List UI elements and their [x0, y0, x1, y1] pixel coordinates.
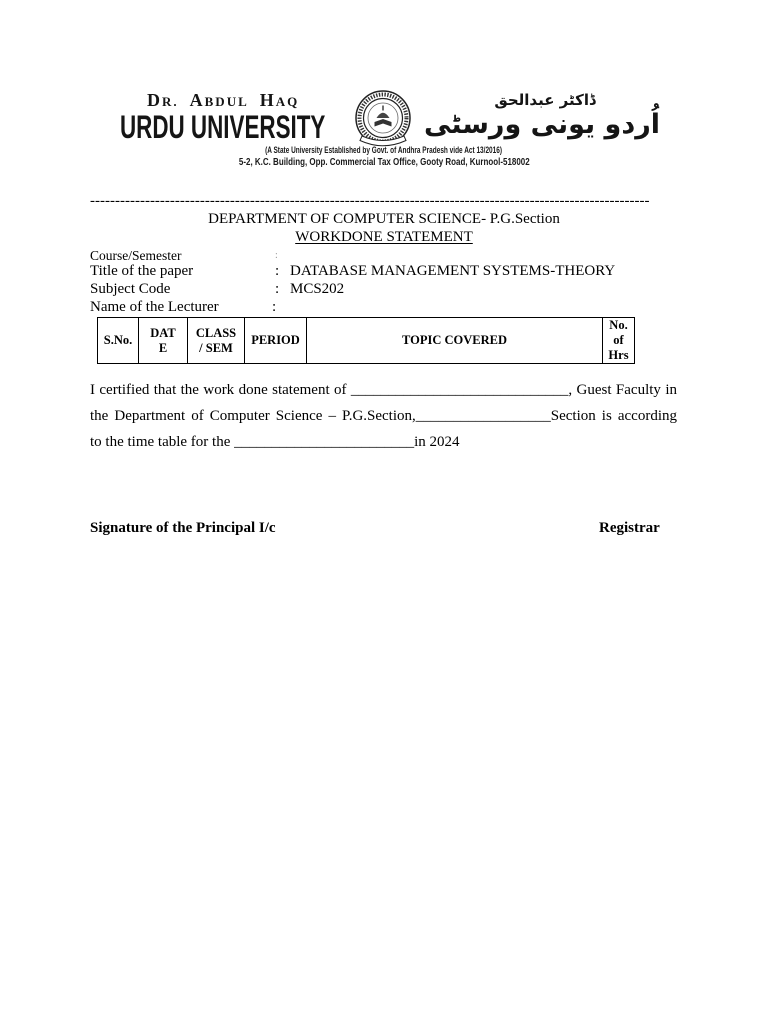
column-label: TOPIC COVERED [402, 333, 507, 347]
university-name-english: URDU UNIVERSITY [120, 109, 326, 145]
dashed-separator: ---------------------------------------------------------------------------------------------------------------- [90, 193, 650, 209]
certification-line: to the time table for the ________________________in 2024 [90, 434, 460, 450]
column-no-of-hours [603, 318, 635, 364]
field-label: Title of the paper [90, 263, 194, 279]
column-label: DATE [150, 325, 176, 355]
field-value: DATABASE MANAGEMENT SYSTEMS-THEORY [290, 263, 616, 279]
founder-name-word: ABDUL [189, 90, 249, 110]
column-serial-no [98, 318, 139, 364]
column-class-sem [188, 318, 245, 364]
founder-name-urdu: ڈاکٹر عبدالحق [494, 91, 596, 109]
certification-paragraph [90, 377, 677, 455]
field-colon: : [275, 281, 280, 297]
establishment-note-text: (A State University Established by Govt. of Andhra Pradesh vide Act 13/2016) [265, 145, 503, 155]
column-topic-covered [307, 318, 603, 364]
establishment-note [0, 145, 768, 156]
workdone-table [97, 317, 635, 364]
field-lecturer-name [90, 299, 690, 317]
column-label: No. of Hrs [608, 318, 629, 362]
university-logo [349, 90, 417, 148]
department-heading: DEPARTMENT OF COMPUTER SCIENCE- P.G.Section [208, 211, 560, 227]
column-label: PERIOD [251, 333, 300, 347]
university-name-urdu: اُردو یونی ورسٹی [424, 109, 660, 140]
founder-name-word: HAQ [259, 90, 300, 110]
field-paper-title [90, 263, 690, 281]
column-date [139, 318, 188, 364]
column-label: S.No. [103, 333, 133, 347]
field-colon: : [272, 299, 277, 315]
field-label: Course/Semester [90, 248, 182, 263]
logo-emblem-spire [382, 106, 383, 111]
field-label: Name of the Lecturer [90, 299, 219, 315]
university-address-text: 5-2, K.C. Building, Opp. Commercial Tax Office, Gooty Road, Kurnool-518002 [238, 156, 530, 168]
field-colon: : [275, 263, 280, 279]
principal-signature-label: Signature of the Principal I/c [90, 520, 276, 536]
statement-title [0, 229, 768, 246]
column-label: CLASS / SEM [195, 325, 237, 355]
founder-name-word: DR. [147, 90, 179, 110]
field-label: Subject Code [90, 281, 171, 297]
field-colon: : [275, 250, 278, 261]
certification-line: the Department of Computer Science – P.G.Section,__________________Section is according [90, 408, 677, 424]
certification-line: I certified that the work done statement of _____________________________, Guest Faculty in [90, 382, 677, 398]
university-address [0, 156, 768, 169]
registrar-signature-label: Registrar [599, 520, 660, 536]
founder-name-english [147, 92, 299, 110]
field-subject-code [90, 281, 690, 299]
statement-title-text: WORKDONE STATEMENT [295, 229, 473, 245]
column-period [245, 318, 307, 364]
field-value: MCS202 [290, 281, 345, 297]
table-header-row [98, 318, 635, 364]
